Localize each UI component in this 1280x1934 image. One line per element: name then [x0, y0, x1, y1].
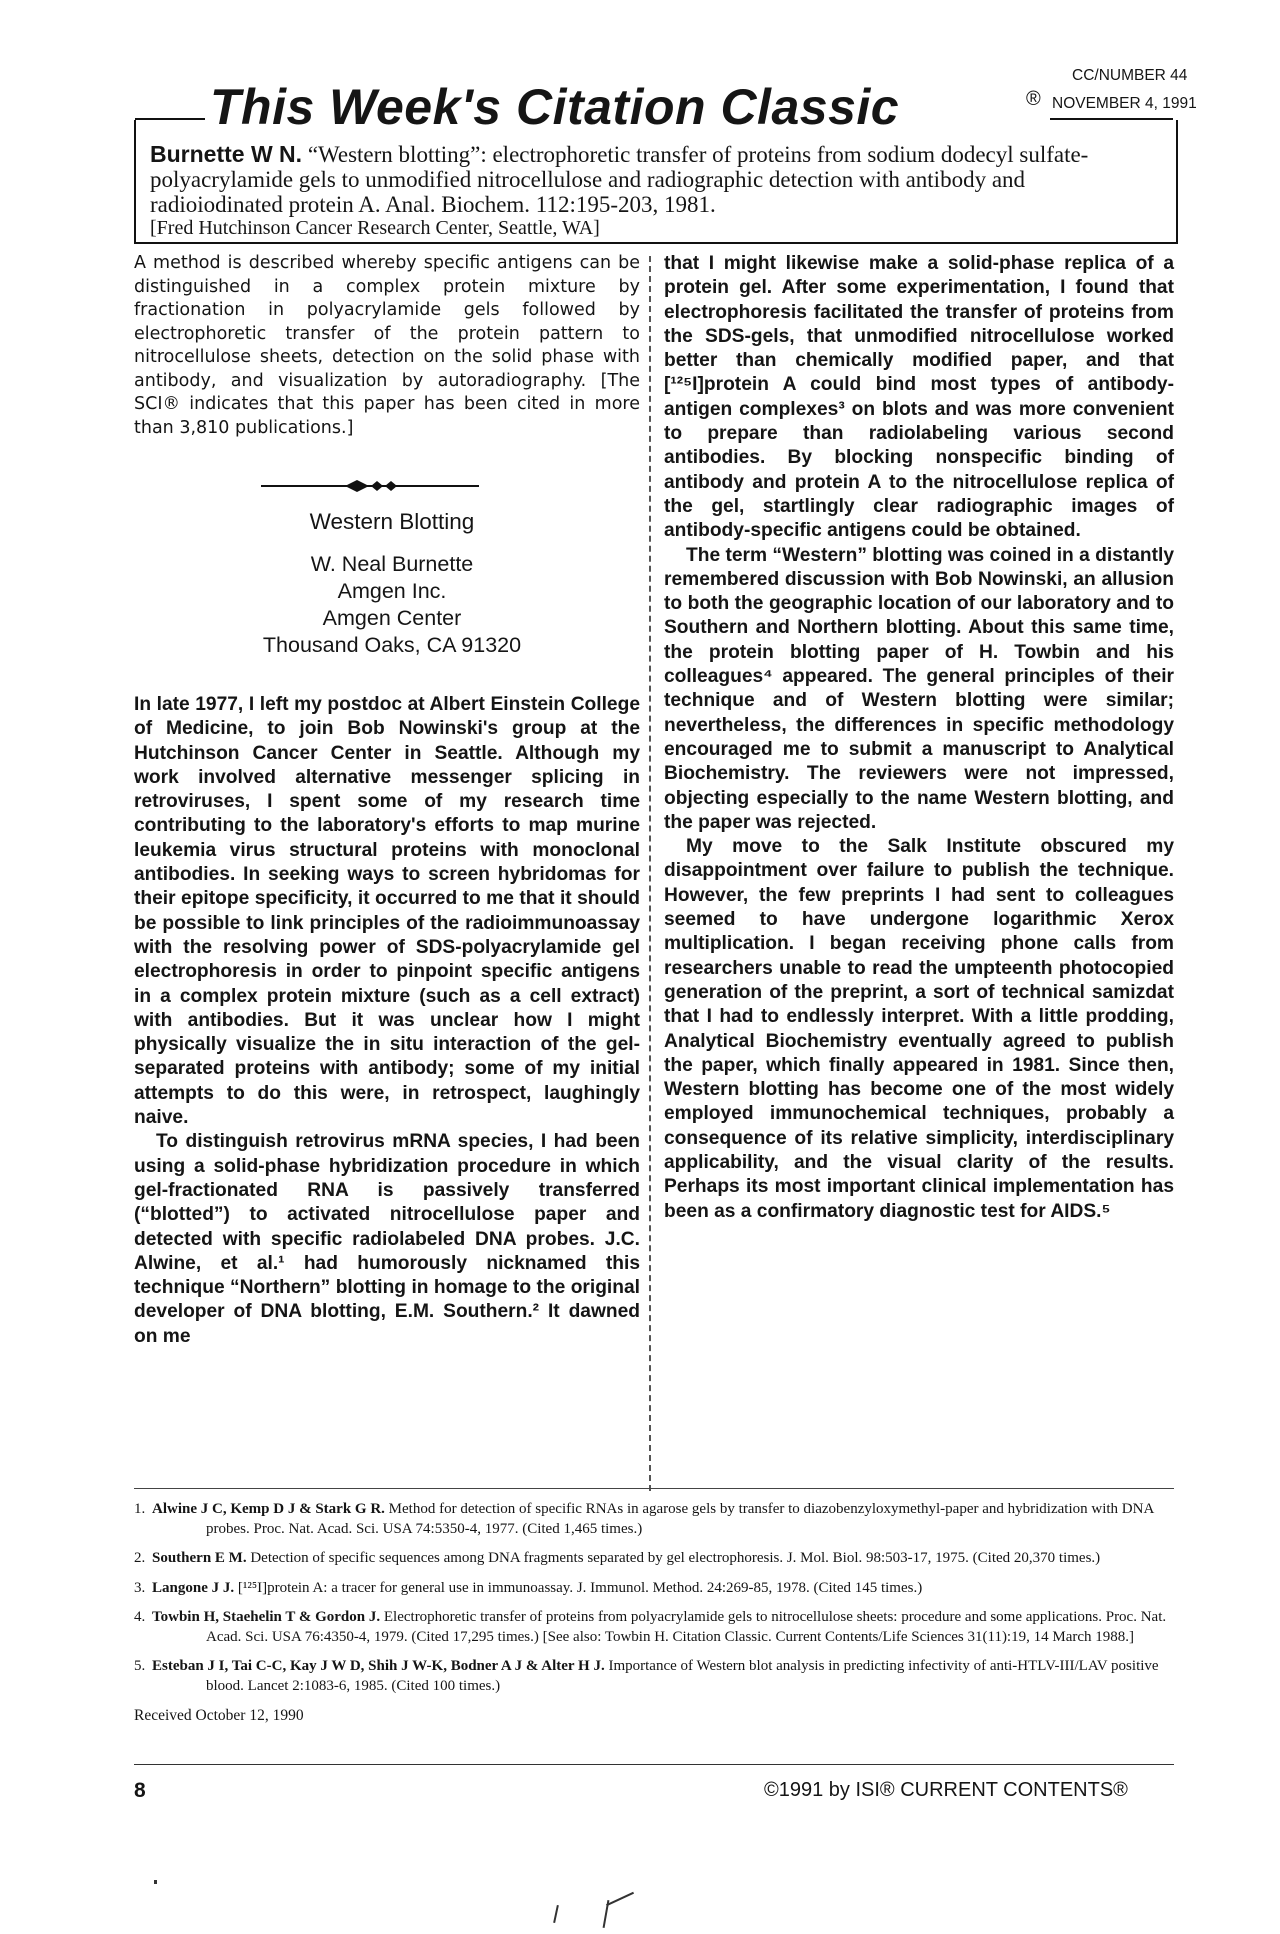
- scan-speck: [606, 1892, 634, 1906]
- scan-speck: [154, 1880, 157, 1884]
- reference-detail: Importance of Western blot analysis in predicting infectivity of anti-HTLV-III/LAV positive blood. Lancet 2:1083-6, 1985. (Cited 100 times.): [206, 1658, 1159, 1694]
- author-location: Thousand Oaks, CA 91320: [262, 633, 522, 657]
- scan-speck: [553, 1905, 559, 1923]
- reference-item: [134, 1608, 1174, 1647]
- author-org: Amgen Inc.: [337, 579, 447, 603]
- citation-text: [150, 142, 1160, 217]
- reference-detail: Electrophoretic transfer of proteins from polyacrylamide gels to nitrocellulose sheets: procedure and some applications. Proc. Nat. Acad. Sci. USA 76:4350-4, 1979. (Cited 17,295 times.) [See also: Towbin H. Citation Classic. Current Contents/Life Sciences 31(11):19, 14 March 1988.]: [206, 1609, 1167, 1645]
- issue-info: [1052, 62, 1197, 118]
- footer-rule: [134, 1764, 1174, 1765]
- reference-authors: Alwine J C, Kemp D J & Stark G R.: [152, 1501, 385, 1517]
- divider-ornament: [261, 478, 479, 494]
- author-block: [144, 508, 640, 659]
- reference-text: [152, 1579, 1174, 1599]
- reference-authors: Towbin H, Staehelin T & Gordon J.: [152, 1609, 381, 1625]
- reference-item: [134, 1549, 1174, 1569]
- citation-address: [Fred Hutchinson Cancer Research Center, Seattle, WA]: [150, 217, 600, 239]
- citation-authors: Burnette W N.: [150, 141, 303, 167]
- reference-item: [134, 1657, 1174, 1696]
- page-number: 8: [134, 1779, 146, 1802]
- reference-text: [152, 1657, 1174, 1696]
- issue-date: NOVEMBER 4, 1991: [1052, 95, 1197, 112]
- reference-item: [134, 1500, 1174, 1539]
- references-rule: [134, 1488, 1174, 1489]
- reference-number: 3.: [134, 1579, 146, 1596]
- page-title: This Week's Citation Classic: [210, 79, 900, 135]
- references: [134, 1500, 1174, 1726]
- reference-detail: [¹²⁵I]protein A: a tracer for general use in immunoassay. J. Immunol. Method. 24:269-85, 1978. (Cited 145 times.): [237, 1579, 923, 1596]
- reference-number: 4.: [134, 1609, 146, 1625]
- reference-detail: Method for detection of specific RNAs in agarose gels by transfer to diazobenzyloxymethyl-paper and hybridization with DNA probes. Proc. Nat. Acad. Sci. USA 74:5350-4, 1977. (Cited 1,465 times.): [206, 1501, 1154, 1537]
- body-left: [134, 693, 640, 1349]
- right-column: [664, 252, 1174, 1224]
- received-date: Received October 12, 1990: [134, 1707, 304, 1724]
- reference-text: [152, 1500, 1174, 1539]
- article-title: Western Blotting: [309, 509, 475, 534]
- reference-number: 1.: [134, 1501, 146, 1517]
- body-paragraph: My move to the Salk Institute obscured my disappointment over failure to publish the technique. However, the few preprints I had sent to colleagues seemed to have undergone logarithmic Xerox multiplication. I began receiving phone calls from researchers unable to read the umpteenth photocopied generation of the preprint, a sort of technical samizdat that I had to endlessly interpret. With a little prodding, Analytical Biochemistry eventually agreed to publish the paper, which finally appeared in 1981. Since then, Western blotting has become one of the most widely employed immunochemical techniques, probably a consequence of its relative simplicity, interdisciplinary applicability, and the visual clarity of the results. Perhaps its most important clinical implementation has been as a confirmatory diagnostic test for AIDS.⁵: [664, 836, 1174, 1222]
- body-paragraph: The term “Western” blotting was coined in a distantly remembered discussion with Bob Nowinski, an allusion to both the geographic location of our laboratory and to Southern and Northern blotting. About this same time, the protein blotting paper of H. Towbin and his colleagues⁴ appeared. The general principles of their technique and of Western blotting were similar; nevertheless, the differences in specific methodology encouraged me to submit a manuscript to Analytical Biochemistry. The reviewers were not impressed, objecting especially to the name Western blotting, and the paper was rejected.: [664, 544, 1174, 833]
- reference-authors: Esteban J I, Tai C-C, Kay J W D, Shih J W-K, Bodner A J & Alter H J.: [152, 1658, 605, 1674]
- reference-detail: Detection of specific sequences among DNA fragments separated by gel electrophoresis. J. Mol. Biol. 98:503-17, 1975. (Cited 20,370 times.): [250, 1550, 1101, 1566]
- reference-number: 5.: [134, 1658, 146, 1674]
- reference-item: [134, 1579, 1174, 1599]
- issue-number: CC/NUMBER 44: [1072, 67, 1188, 84]
- abstract: A method is described whereby specific antigens can be distinguished in a complex protein mixture by fractionation in polyacrylamide gels followed by electrophoretic transfer of the protein pattern to nitrocellulose sheets, detection on the solid phase with antibody, and visualization by autoradiography. [The SCI® indicates that this paper has been cited in more than 3,810 publications.]: [134, 253, 640, 438]
- citation-box: [134, 120, 1178, 244]
- body-paragraph: that I might likewise make a solid-phase replica of a protein gel. After some experimentation, I found that electrophoresis facilitated the transfer of proteins from the SDS-gels, that unmodified nitrocellulose worked better than chemically modified paper, and that [¹²⁵I]protein A could bind most types of antibody-antigen complexes³ on blots and was more convenient to prepare than radiolabeling various second antibodies. By blocking nonspecific binding of antibody and protein A to the nitrocellulose replica of the gel, startlingly clear radiographic images of antibody-specific antigens could be obtained.: [664, 253, 1174, 542]
- scan-speck: [603, 1900, 610, 1928]
- body-paragraph: To distinguish retrovirus mRNA species, I had been using a solid-phase hybridization procedure in which gel-fractionated RNA is passively transferred (“blotted”) to activated nitrocellulose paper and detected with specific radiolabeled DNA probes. J.C. Alwine, et al.¹ had humorously nicknamed this technique “Northern” blotting in homage to the original developer of DNA blotting, E.M. Southern.² It dawned on me: [134, 1131, 640, 1347]
- reference-authors: Langone J J.: [152, 1579, 235, 1596]
- citation-reference: “Western blotting”: electrophoretic transfer of proteins from sodium dodecyl sulfate-polyacrylamide gels to unmodified nitrocellulose and radiographic detection with antibody and radioiodinated protein A. Anal. Biochem. 112:195-203, 1981.: [150, 142, 1089, 217]
- column-divider: [649, 256, 651, 1491]
- registered-mark: ®: [1026, 88, 1041, 110]
- author-center: Amgen Center: [322, 606, 462, 630]
- reference-text: [152, 1608, 1174, 1647]
- left-column: [134, 252, 640, 1349]
- body-paragraph: In late 1977, I left my postdoc at Albert Einstein College of Medicine, to join Bob Nowinski's group at the Hutchinson Cancer Center in Seattle. Although my work involved alternative messenger splicing in retroviruses, I spent some of my research time contributing to the laboratory's efforts to map murine leukemia virus structural proteins with monoclonal antibodies. In seeking ways to screen hybridomas for their epitope specificity, it occurred to me that it should be possible to link principles of the radioimmunoassay with the resolving power of SDS-polyacrylamide gel electrophoresis in order to pinpoint specific antigens in a complex protein mixture (such as a cell extract) with antibodies. But it was unclear how I might physically visualize the in situ interaction of the gel-separated proteins with antibody; some of my initial attempts to do this were, in retrospect, laughingly naive.: [134, 694, 640, 1129]
- reference-text: [152, 1549, 1174, 1569]
- reference-authors: Southern E M.: [152, 1550, 247, 1566]
- copyright: ©1991 by ISI® CURRENT CONTENTS®: [764, 1779, 1128, 1801]
- reference-number: 2.: [134, 1550, 146, 1566]
- author-name: W. Neal Burnette: [310, 552, 474, 576]
